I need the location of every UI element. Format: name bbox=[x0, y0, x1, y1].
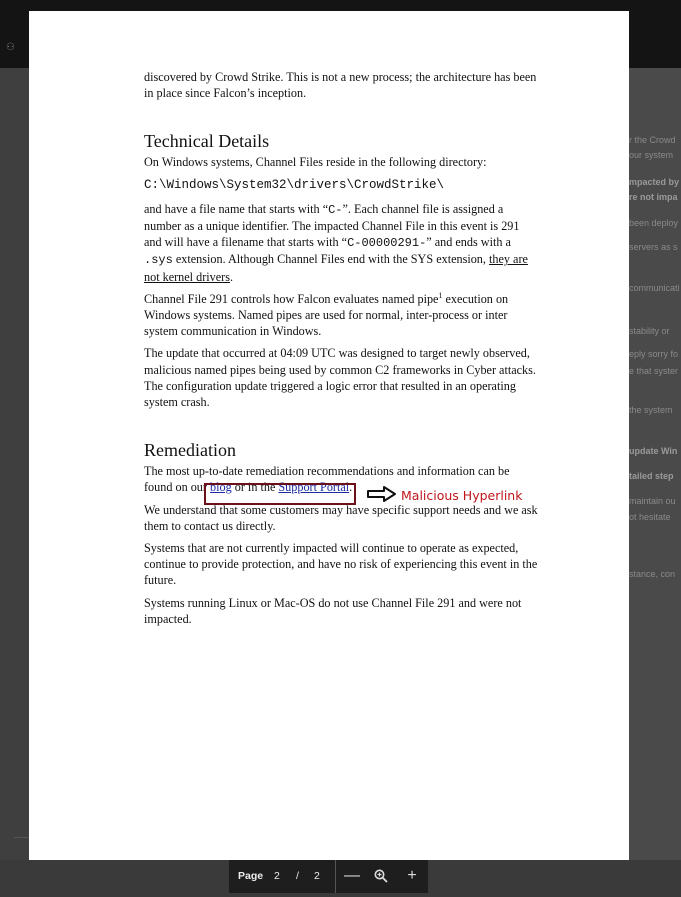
technical-details-heading: Technical Details bbox=[144, 131, 270, 152]
background-text-fragment: our system bbox=[629, 150, 674, 160]
remediation-paragraph-4: Systems running Linux or Mac-OS do not use Channel File 291 and were not impacted. bbox=[144, 595, 522, 626]
technical-paragraph-2 bbox=[144, 201, 539, 285]
technical-paragraph-4: The update that occurred at 04:09 UTC was designed to target newly observed, malicious named pipes being used by common C2 frameworks in Cyber attacks. The configuration update triggered a logic error that resulted in an operating system crash. bbox=[144, 346, 536, 410]
page-label: Page bbox=[238, 870, 264, 882]
background-text-fragment: re not impa bbox=[629, 192, 678, 202]
background-text-fragment: stance, con bbox=[629, 569, 676, 579]
remediation-paragraph-3: Systems that are not currently impacted will continue to operate as expected, continue to provide protection, and have no risk of experiencing this event in the future. bbox=[144, 541, 538, 588]
background-text-fragment: mpacted by bbox=[629, 177, 680, 187]
text-span: . bbox=[229, 269, 234, 284]
total-pages: 2 bbox=[314, 870, 320, 882]
background-text-fragment: communicati bbox=[629, 283, 680, 293]
footnote-marker: 1 bbox=[438, 290, 443, 300]
background-page-left bbox=[0, 68, 29, 860]
text-span: The most up-to-date remediation recommendations and information can be found on our bbox=[144, 464, 510, 495]
background-text-fragment: stability or bbox=[629, 326, 670, 336]
current-page-input[interactable]: 2 bbox=[274, 870, 280, 882]
magnifier-icon bbox=[374, 869, 388, 883]
code-filename: C-00000291- bbox=[347, 236, 427, 251]
zoom-in-button[interactable]: + bbox=[407, 867, 417, 884]
background-text-fragment: update Win bbox=[629, 446, 678, 456]
underlined-text: they are not kernel drivers bbox=[144, 252, 528, 284]
code-prefix: C- bbox=[328, 202, 343, 217]
intro-paragraph: discovered by Crowd Strike. This is not a new process; the architecture has been in place since Falcon’s inception. bbox=[144, 70, 537, 101]
hyperlink-highlight-box bbox=[204, 483, 356, 505]
technical-paragraph-1: On Windows systems, Channel Files reside in the following directory: bbox=[144, 155, 487, 170]
support-portal-link[interactable]: Support Portal bbox=[278, 480, 350, 495]
background-text-fragment: r the Crowd bbox=[629, 135, 676, 145]
background-text-fragment: been deploy bbox=[629, 218, 679, 228]
background-divider bbox=[14, 837, 29, 838]
pdf-page bbox=[29, 11, 629, 860]
blog-link[interactable]: blog bbox=[210, 480, 232, 495]
text-span: . bbox=[349, 480, 353, 495]
background-text-fragment: tailed step bbox=[629, 471, 674, 481]
zoom-out-button[interactable]: — bbox=[344, 867, 360, 884]
text-span: Channel File 291 controls how Falcon evaluates named pipe bbox=[144, 291, 439, 306]
text-span: ”. Each channel file is assigned a number as a unique identifier. The impacted Channel File in this event is 291 and will have a filename that starts with “ bbox=[144, 201, 520, 250]
background-text-fragment: servers as s bbox=[629, 242, 678, 252]
text-span: and have a file name that starts with “ bbox=[144, 201, 329, 216]
text-span: extension. Although Channel Files end with the SYS extension, bbox=[172, 252, 489, 267]
page-navigation-bar bbox=[229, 860, 428, 893]
zoom-reset-button[interactable] bbox=[370, 865, 392, 887]
text-span: or in the bbox=[231, 480, 279, 495]
technical-paragraph-3 bbox=[144, 291, 539, 340]
right-arrow-icon bbox=[367, 486, 397, 502]
background-text-fragment: e that syster bbox=[629, 366, 679, 376]
user-icon[interactable]: ⚇ bbox=[6, 42, 15, 53]
code-extension: .sys bbox=[144, 253, 173, 268]
background-text-fragment: maintain ou bbox=[629, 496, 676, 506]
pager-divider bbox=[335, 860, 336, 893]
background-text-fragment: ot hesitate bbox=[629, 512, 671, 522]
remediation-heading: Remediation bbox=[144, 440, 236, 461]
channel-file-path: C:\Windows\System32\drivers\CrowdStrike\ bbox=[144, 177, 445, 192]
background-page-right bbox=[629, 68, 681, 860]
background-text-fragment: eply sorry fo bbox=[629, 349, 679, 359]
text-span: execution on Windows systems. Named pipes are used for normal, inter-process or inter system communication in Windows. bbox=[144, 291, 509, 339]
remediation-paragraph-2: We understand that some customers may have specific support needs and we ask them to contact us directly. bbox=[144, 502, 538, 533]
background-text-fragment: the system bbox=[629, 405, 673, 415]
document-body bbox=[144, 69, 539, 633]
annotation-label: Malicious Hyperlink bbox=[401, 488, 523, 503]
text-span: ” and ends with a bbox=[426, 235, 511, 250]
page-separator: / bbox=[296, 870, 299, 882]
